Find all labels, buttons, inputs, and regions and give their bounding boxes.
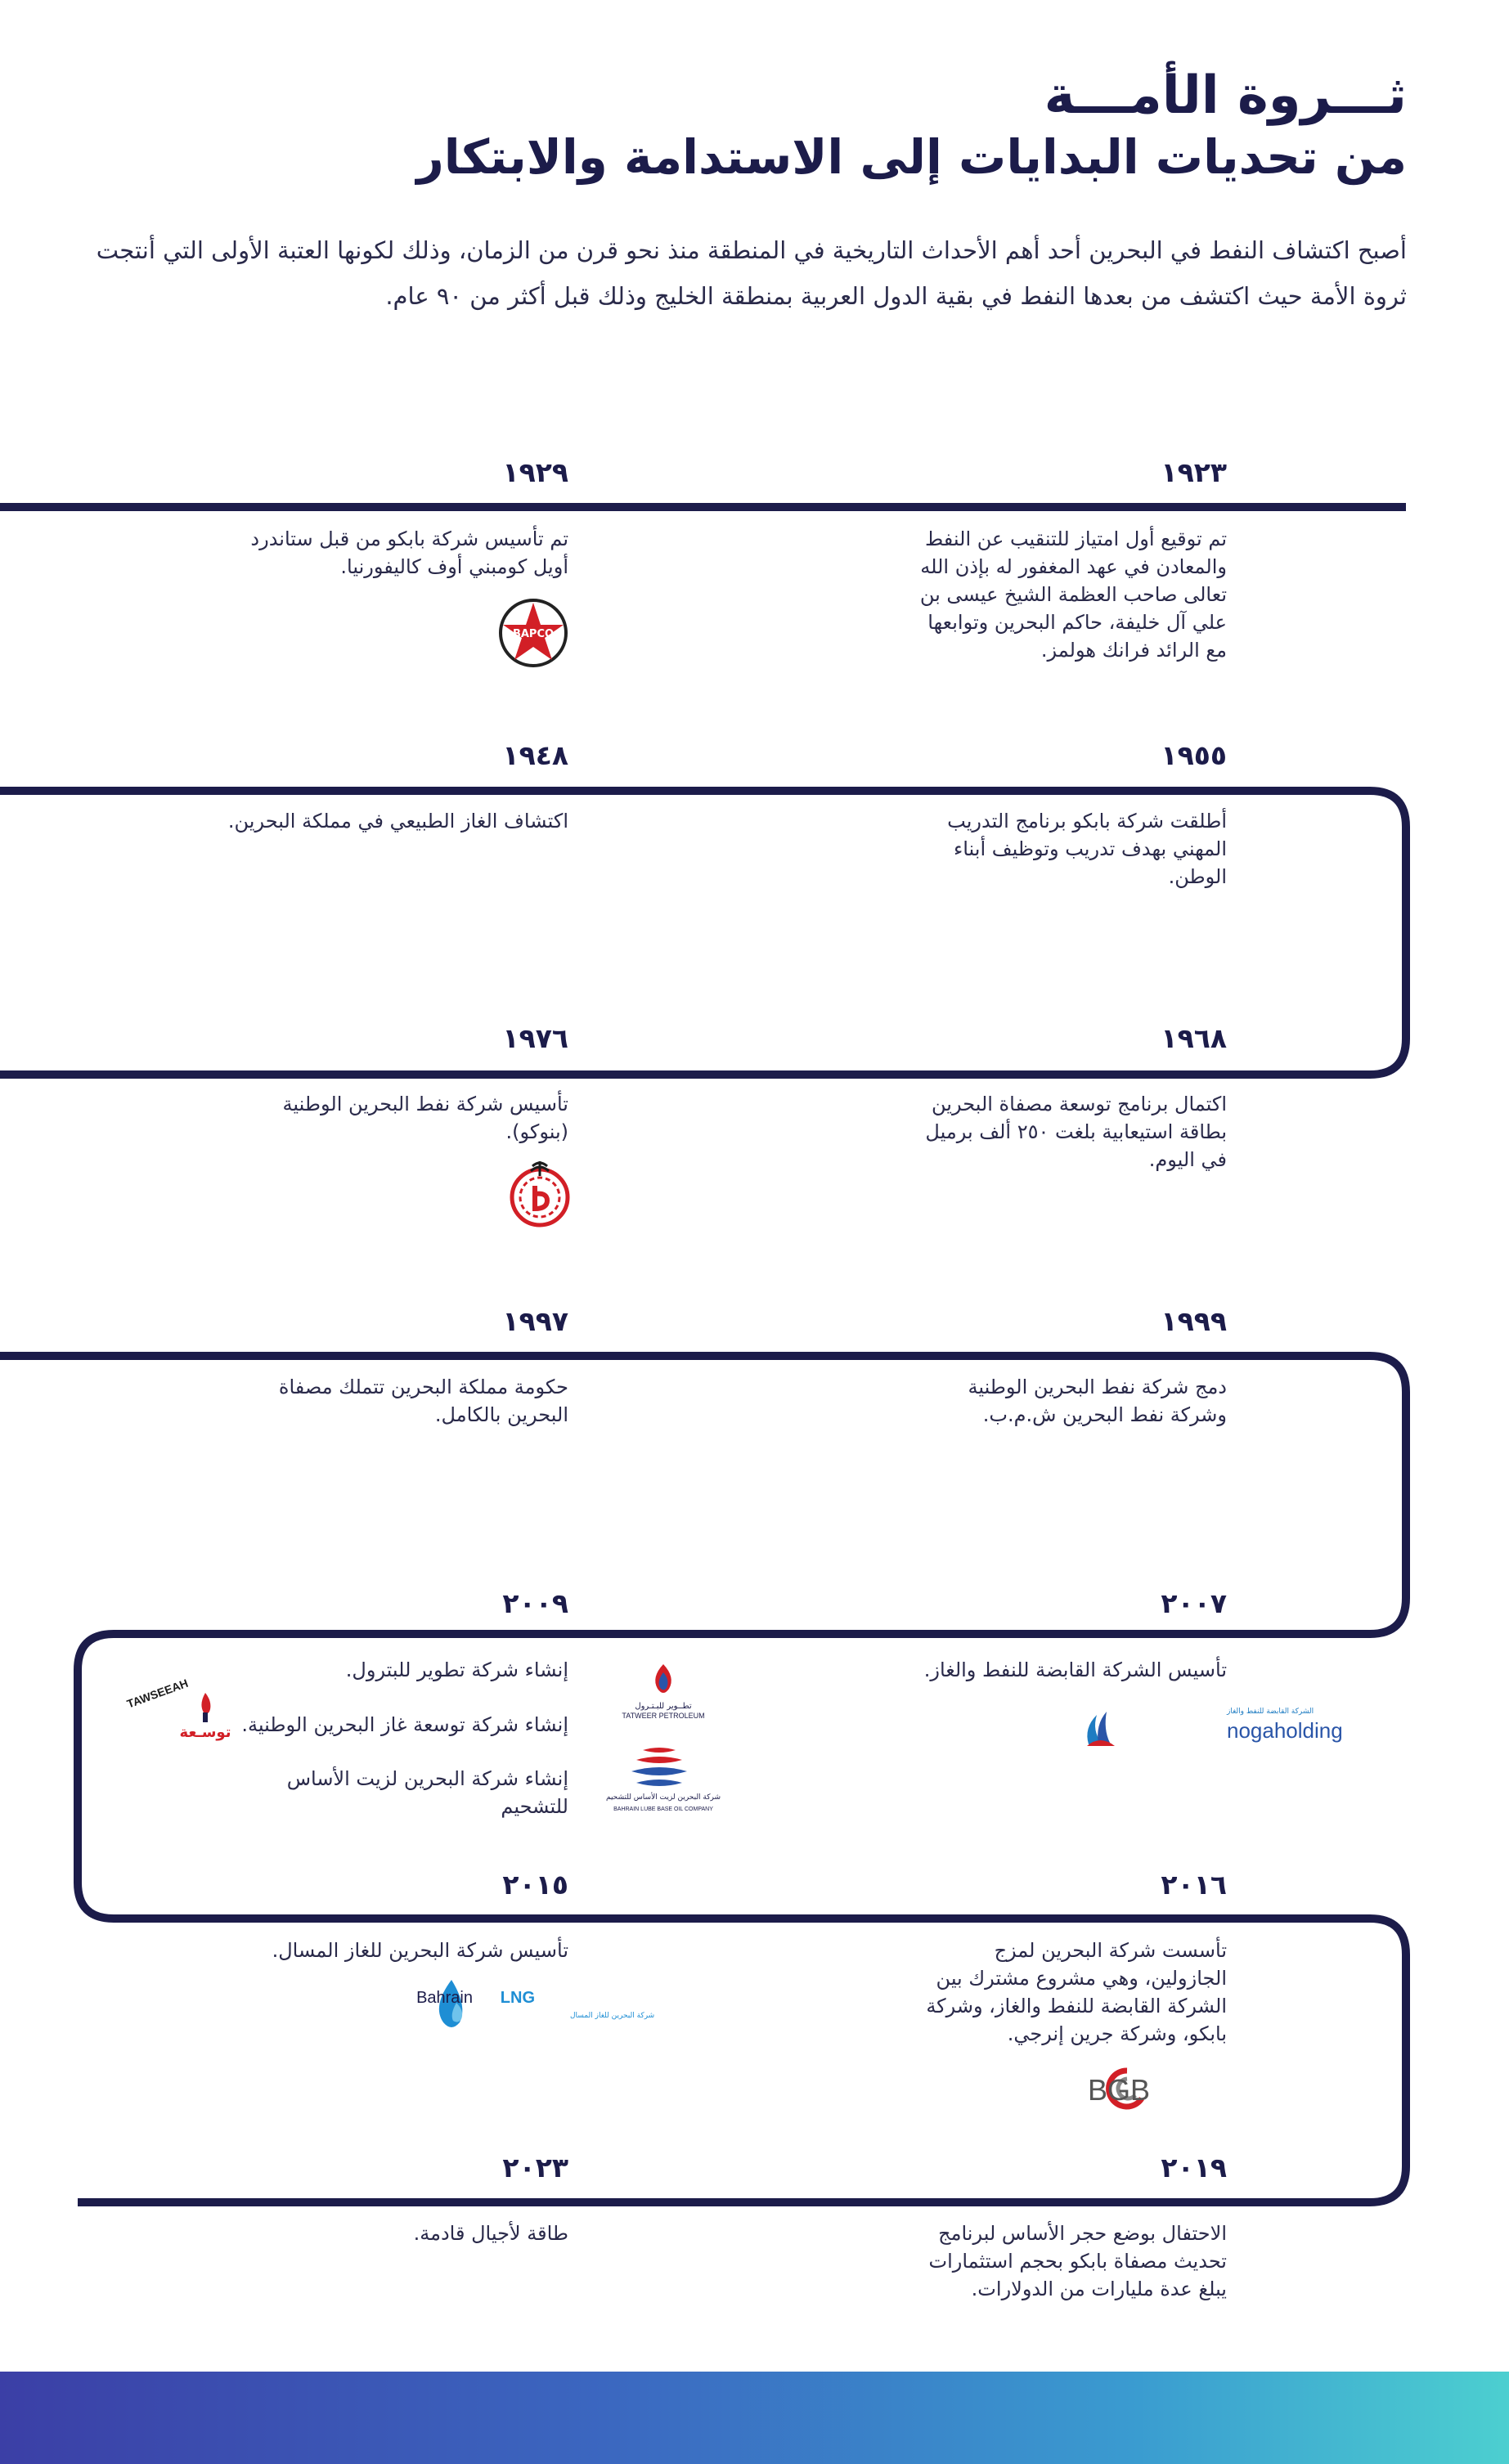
intro-paragraph: أصبح اكتشاف النفط في البحرين أحد أهم الأحداث التاريخية في المنطقة منذ نحو قرن من الزمان، وذلك لكونها العتبة الأولى التي أنتجت ثروة الأمة حيث اكتشف من بعدها النفط في بقية الدول العربية بمنطقة الخليج وذلك قبل أكثر من ٩٠ عام. (96, 236, 1407, 310)
nogaholding-arabic-text: الشركة القابضة للنفط والغاز (1227, 1708, 1314, 1716)
event-1997-text: حكومة مملكة البحرين تتملك مصفاة البحرين بالكامل. (278, 1376, 568, 1426)
year-2015: ٢٠١٥ (502, 1869, 568, 1901)
year-1997: ١٩٩٧ (502, 1305, 568, 1337)
nogaholding-text: nogaholding (1227, 1718, 1343, 1743)
tawseah-logo (124, 1668, 246, 1744)
bahrain-lube-text: BAHRAIN LUBE BASE OIL COMPANY (613, 1806, 713, 1812)
event-1948-text: اكتشاف الغاز الطبيعي في مملكة البحرين. (227, 810, 568, 833)
event-2009-tawseah-text: إنشاء شركة توسعة غاز البحرين الوطنية. (241, 1713, 568, 1736)
year-2016: ٢٠١٦ (1161, 1869, 1227, 1901)
page-subtitle: من تحديات البدايات إلى الاستدامة والابتكار (416, 129, 1407, 185)
event-1955-text: أطلقت شركة بابكو برنامج التدريب المهني بهدف تدريب وتوظيف أبناء الوطن. (947, 810, 1227, 888)
nogaholding-logo (1084, 1695, 1343, 1753)
event-1929-text: تم تأسيس شركة بابكو من قبل ستاندرد أويل كومبني أوف كاليفورنيا. (250, 527, 568, 578)
event-2009-lube-text: إنشاء شركة البحرين لزيت الأساس للتشحيم (286, 1767, 568, 1818)
event-1976-text: تأسيس شركة نفط البحرين الوطنية (بنوكو). (282, 1093, 568, 1143)
bahrain-lube-logo (594, 1742, 733, 1819)
year-2023: ٢٠٢٣ (502, 2152, 568, 2183)
year-2007: ٢٠٠٧ (1161, 1587, 1227, 1619)
bahrain-lube-arabic-text: شركة البحرين لزيت الأساس للتشحيم (605, 1793, 721, 1802)
event-1923-text: تم توقيع أول امتياز للتنقيب عن النفط والمعادن في عهد المغفور له بإذن الله تعالى صاحب العظمة الشيخ عيسى بن علي آل خليفة، حاكم البحرين وتوابعها مع الرائد فرانك هولمز. (919, 527, 1227, 662)
tawseah-arabic-text: توسـعة (179, 1724, 231, 1741)
tatweer-text: TATWEER PETROLEUM (622, 1712, 705, 1720)
year-1976: ١٩٧٦ (502, 1022, 568, 1054)
year-1948: ١٩٤٨ (502, 739, 568, 771)
bapco-logo-text: BAPCO (512, 628, 555, 640)
page-title: ثـــروة الأمـــة (1044, 65, 1407, 126)
footer-gradient-bar (0, 2372, 1509, 2464)
year-1968: ١٩٦٨ (1161, 1022, 1227, 1054)
tatweer-logo (618, 1661, 708, 1723)
year-2009: ٢٠٠٩ (502, 1587, 568, 1619)
bahrain-lng-arabic-text: شركة البحرين للغاز المسال (570, 2012, 655, 2020)
bgb-text: BGB (1087, 2073, 1150, 2107)
event-2007-text: تأسيس الشركة القابضة للنفط والغاز. (923, 1658, 1227, 1681)
year-2019: ٢٠١٩ (1161, 2152, 1227, 2183)
bahrain-lng-text: Bahrain (416, 1989, 473, 2007)
year-1955: ١٩٥٥ (1161, 739, 1227, 771)
tawseah-text: TAWSEEAH (124, 1676, 191, 1711)
year-1929: ١٩٢٩ (502, 456, 568, 488)
year-1923: ١٩٢٣ (1161, 456, 1227, 488)
bapco-logo (498, 598, 568, 671)
bahrain-lng-logo (416, 1973, 655, 2042)
event-2019-text: الاحتفال بوضع حجر الأساس لبرنامج تحديث مصفاة بابكو بحجم استثمارات يبلغ عدة مليارات من الدولارات. (928, 2222, 1227, 2300)
event-1999-text: دمج شركة نفط البحرين الوطنية وشركة نفط البحرين ش.م.ب. (968, 1376, 1227, 1426)
event-2009-tatweer-text: إنشاء شركة تطوير للبترول. (345, 1658, 568, 1681)
event-2015-text: تأسيس شركة البحرين للغاز المسال. (272, 1939, 568, 1962)
tatweer-arabic-text: تطــوير للبـتـرول (635, 1702, 692, 1711)
bahrain-lng-abbr: LNG (500, 1989, 535, 2007)
event-1968-text: اكتمال برنامج توسعة مصفاة البحرين بطاقة استيعابية بلغت ٢٥٠ ألف برميل في اليوم. (925, 1093, 1227, 1171)
event-2023-text: طاقة لأجيال قادمة. (413, 2222, 568, 2245)
year-1999: ١٩٩٩ (1161, 1305, 1227, 1337)
bgb-logo (1087, 2064, 1233, 2116)
event-2016-text: تأسست شركة البحرين لمزج الجازولين، وهي مشروع مشترك بين الشركة القابضة للنفط والغاز، وشركة بابكو، وشركة جرين إنرجي. (926, 1939, 1227, 2045)
banoco-logo (508, 1158, 572, 1232)
